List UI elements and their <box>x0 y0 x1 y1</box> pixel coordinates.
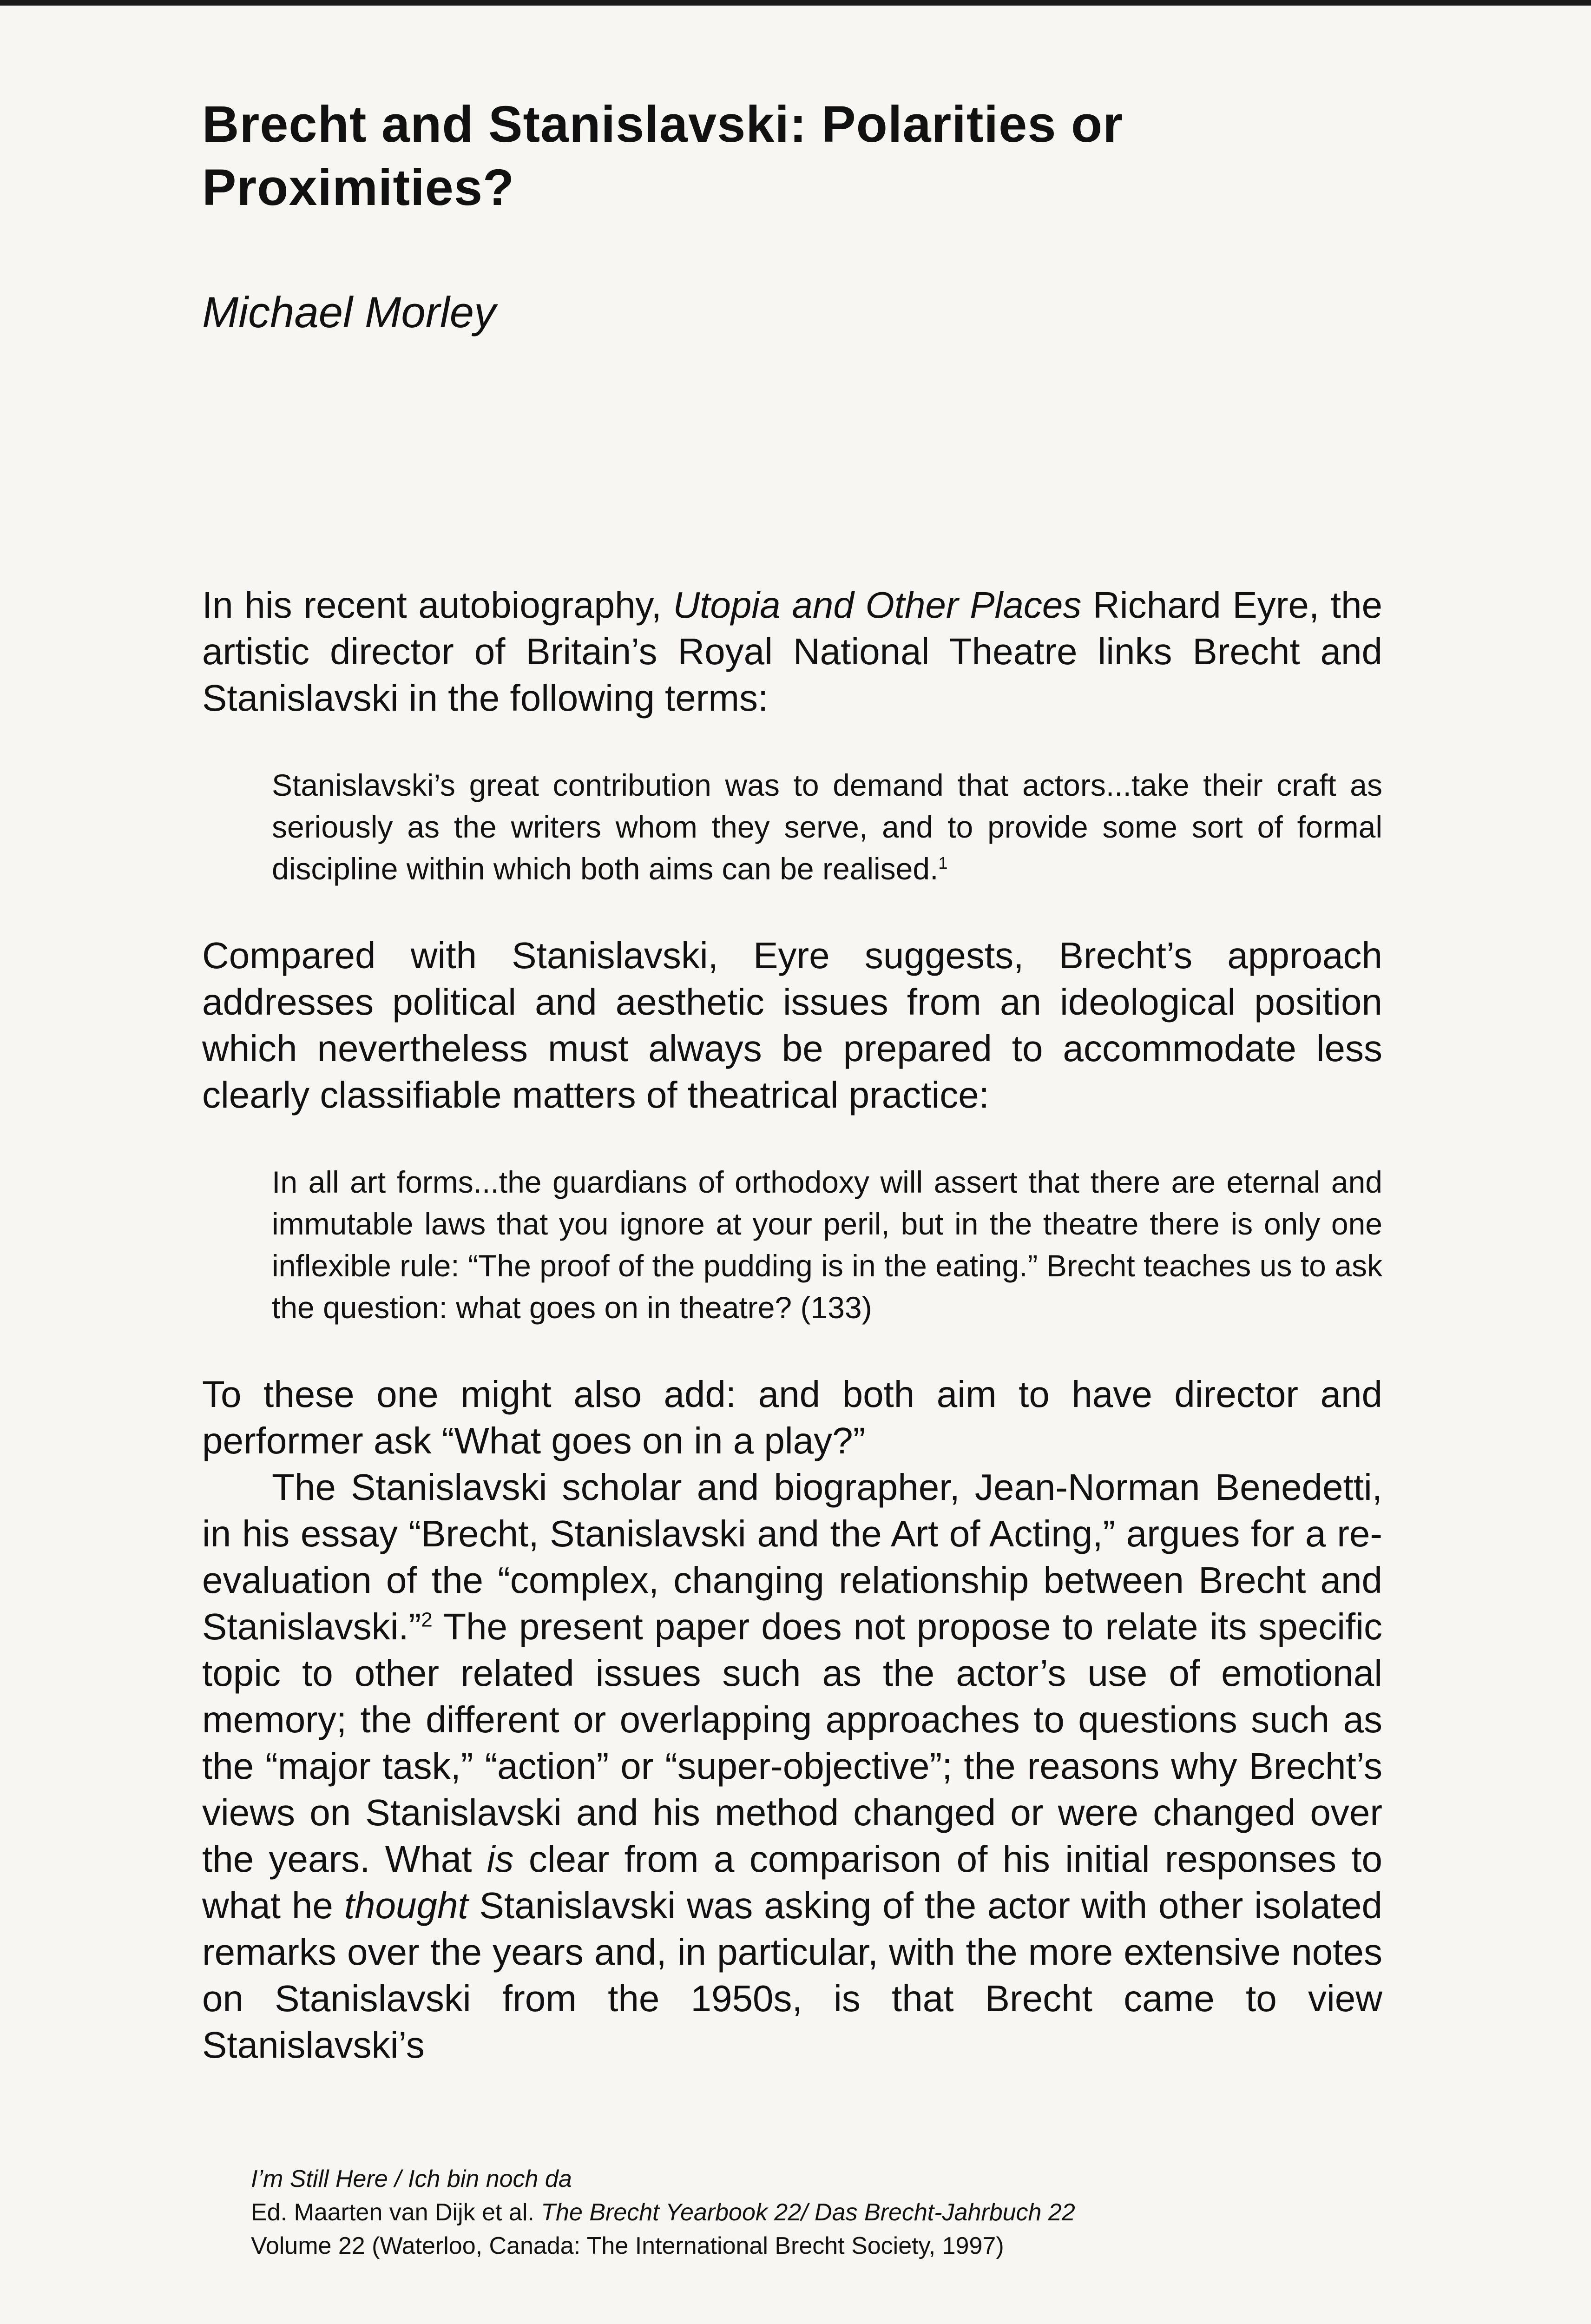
paragraph-1-text-cont: Richard Eyre, the artistic director of Britain’s Royal National Theatre links Brecht and Stanislavski in the following terms: <box>202 584 1383 719</box>
paragraph-1-text: In his recent autobiography, <box>202 584 673 626</box>
book-title: Utopia and Other Places <box>673 584 1082 626</box>
paragraph-4-text-cont-3: Stanislavski was asking of the actor with other isolated remarks over the years and, in particular, with the more extensive notes on Stanislavski from the 1950s, is that Brecht came to view Stanislavski’s <box>202 1885 1383 2066</box>
publication-line: Volume 22 (Waterloo, Canada: The International Brecht Society, 1997) <box>251 2232 1004 2259</box>
paragraph-4-text: The Stanislavski scholar and biographer, Jean-Norman Benedetti, in his essay “Brecht, Stanislavski and the Art of Acting,” argues for a re-evaluation of the “complex, changing relationship between Brecht and Stanislavski.” <box>202 1466 1382 1647</box>
page <box>202 93 1382 2068</box>
volume-title: I’m Still Here / Ich bin noch da <box>251 2166 572 2192</box>
block-quote-1 <box>272 764 1382 890</box>
paragraph-4 <box>202 1464 1382 2068</box>
source-note <box>251 2162 1075 2263</box>
paragraph-3: To these one might also add: and both aim to have director and performer ask “What goes on in a play?” <box>202 1373 1382 1461</box>
article-title: Brecht and Stanislavski: Polarities or Proximities? <box>202 96 1124 216</box>
paragraph-2: Compared with Stanislavski, Eyre suggests, Brecht’s approach addresses political and aesthetic issues from an ideological position which nevertheless must always be prepared to accommodate less clearly classifiable matters of theatrical practice: <box>202 935 1382 1116</box>
paragraph-4-text-cont: The present paper does not propose to relate its specific topic to other related issues such as the actor’s use of emotional memory; the different or overlapping approaches to questions such as the “major task,” “action” or “super-objective”; the reasons why Brecht’s views on Stanislavski and his method changed or were changed over the years. What <box>202 1606 1382 1880</box>
emphasis-thought: thought <box>344 1885 468 1926</box>
author-name: Michael Morley <box>202 288 496 337</box>
block-quote-2: In all art forms...the guardians of orthodoxy will assert that there are eternal and immutable laws that you ignore at your peril, but in the theatre there is only one inflexible rule: “The proof of the pudding is in the eating.” Brecht teaches us to ask the question: what goes on in theatre? (133) <box>272 1165 1382 1325</box>
editor-line: Ed. Maarten van Dijk et al. <box>251 2199 541 2226</box>
top-rule <box>0 0 1591 6</box>
paragraph-1 <box>202 582 1382 721</box>
footnote-marker-1: 1 <box>938 853 948 872</box>
paragraph-4-text-cont-2: clear from a comparison of his initial responses to what he <box>202 1838 1382 1926</box>
footnote-marker-2: 2 <box>421 1608 433 1631</box>
article-body <box>202 582 1382 2068</box>
emphasis-is: is <box>487 1838 514 1880</box>
yearbook-title: The Brecht Yearbook 22/ Das Brecht-Jahrbuch 22 <box>541 2199 1075 2226</box>
quote-1-text: Stanislavski’s great contribution was to demand that actors...take their craft as seriously as the writers whom they serve, and to provide some sort of formal discipline within which both aims can be realised. <box>272 768 1382 886</box>
